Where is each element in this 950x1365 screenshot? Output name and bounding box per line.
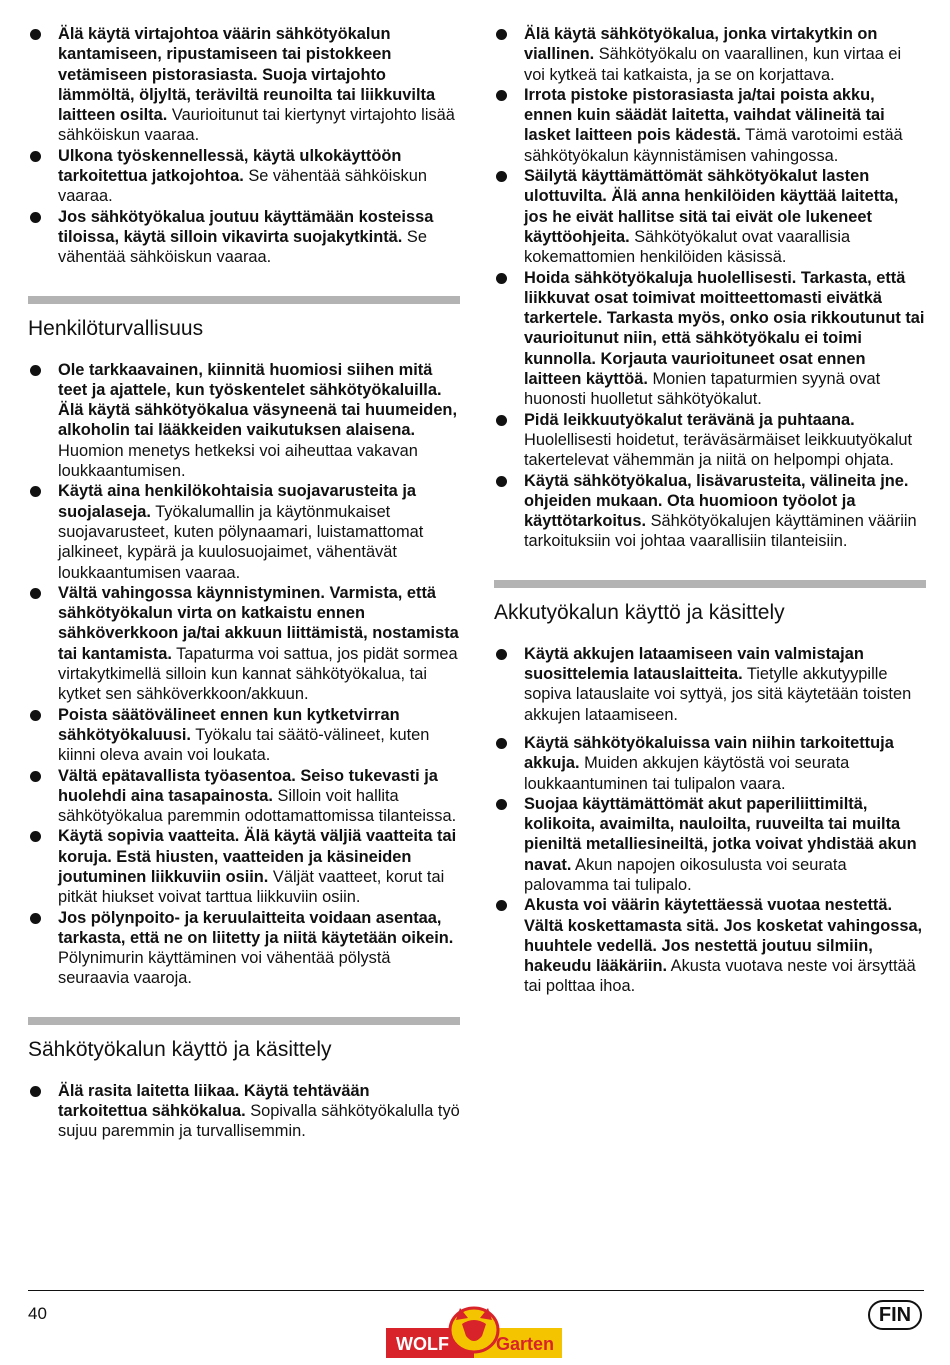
list-item: Älä käytä sähkötyökalua, jonka virtakytkin on viallinen. Sähkötyökalu on vaarallinen, kun virtaa ei voi kytkeä tai katkaista, ja se on korjattava. — [494, 24, 926, 85]
list-item: Älä käytä virtajohtoa väärin sähkötyökalun kantamiseen, ripustamiseen tai pistokkeen vetämiseen pistorasiasta. Suoja virtajohto lämmöltä, öljyltä, teräviltä reunoilta tai liikkuvilta laitteen osilta. Vaurioitunut tai kiertynyt virtajohto lisää sähköiskun vaaraa. — [28, 24, 460, 146]
list-item: Säilytä käyttämättömät sähkötyökalut lasten ulottuvilta. Älä anna henkilöiden käyttää laitetta, jos he eivät hallitse sitä tai eivät ole lukeneet käyttöohjeita. Sähkötyökalut ovat vaarallisia kokemattomien henkilöiden käsissä. — [494, 166, 926, 267]
list-item: Käytä sopivia vaatteita. Älä käytä väljiä vaatteita tai koruja. Estä hiusten, vaatteiden ja käsineiden joutuminen liikkuviin osiin. Väljät vaatteet, korut tai pitkät hiukset voivat tarttua liikkuviin osiin. — [28, 826, 460, 907]
list-item: Suojaa käyttämättömät akut paperiliittimiltä, kolikoita, avaimilta, nauloilta, ruuveilta tai muilta pieniltä metalliesineiltä, jotka voivat yhdistää akun navat. Akun napojen oikosulusta voi seurata palovamma tai tulipalo. — [494, 794, 926, 895]
section-divider — [28, 296, 460, 304]
section-title: Henkilöturvallisuus — [28, 316, 204, 340]
list-item: Käytä sähkötyökaluissa vain niihin tarkoitettuja akkuja. Muiden akkujen käytöstä voi seurata loukkaantuminen tai tulipalon vaara. — [494, 733, 926, 794]
section-title: Akkutyökalun käyttö ja käsittely — [494, 600, 785, 624]
personal-safety-section — [28, 296, 460, 989]
tool-use-list — [28, 1081, 460, 1142]
list-item: Irrota pistoke pistorasiasta ja/tai poista akku, ennen kuin säädät laitetta, vaihdat välineitä tai lasket laitteen pois kädestä. Tämä varotoimi estää sähkötyökalun käynnistämisen vahingossa. — [494, 85, 926, 166]
list-item: Ulkona työskennellessä, käytä ulkokäyttöön tarkoitettua jatkojohtoa. Se vähentää sähköiskun vaaraa. — [28, 146, 460, 207]
list-item: Käytä aina henkilökohtaisia suojavarusteita ja suojalaseja. Työkalumallin ja käytönmukaiset suojavarusteet, kuten pölynaamari, luistamattomat jalkineet, kypärä ja kuulosuojaimet, vähentävät loukkaantumisen vaaraa. — [28, 481, 460, 582]
right-column — [494, 24, 926, 997]
list-item: Vältä vahingossa käynnistyminen. Varmista, että sähkötyökalun virta on katkaistu ennen sähköverkkoon ja/tai akkuun liittämistä, nostamista tai kantamista. Tapaturma voi sattua, jos pidät sormea virtakytkimellä silloin kun kannat sähkötyökalua, tai kytket sen sähköverkkoon/akkuun. — [28, 583, 460, 705]
section-title: Sähkötyökalun käyttö ja käsittely — [28, 1037, 332, 1061]
tool-use-list-continued — [494, 24, 926, 552]
footer-divider — [28, 1290, 924, 1291]
list-item: Käytä akkujen lataamiseen vain valmistajan suosittelemia latauslaitteita. Tietylle akkutyypille sopiva latauslaite voi syttyä, jos sitä käytetään toisten akkujen lataamiseen. — [494, 644, 926, 725]
list-item: Ole tarkkaavainen, kiinnitä huomiosi siihen mitä teet ja ajattele, kun työskentelet sähkötyökaluilla. Älä käytä sähkötyökalua väsyneenä tai huumeiden, alkoholin tai lääkkeiden vaikutuksen alaisena. Huomion menetys hetkeksi voi aiheuttaa vakavan loukkaantumisen. — [28, 360, 460, 482]
list-item: Jos sähkötyökalua joutuu käyttämään kosteissa tiloissa, käytä silloin vikavirta suojakytkintä. Se vähentää sähköiskun vaaraa. — [28, 207, 460, 268]
page-number: 40 — [28, 1304, 47, 1323]
wolf-garten-logo — [386, 1306, 562, 1361]
list-item: Pidä leikkuutyökalut terävänä ja puhtaana. Huolellisesti hoidetut, teräväsärmäiset leikkuutyökalut takertelevat vähemmän ja niitä on helpompi ohjata. — [494, 410, 926, 471]
logo-wolf-text: WOLF — [396, 1334, 449, 1354]
battery-section — [494, 580, 926, 997]
list-item: Käytä sähkötyökalua, lisävarusteita, välineita jne. ohjeiden mukaan. Ota huomioon työolot ja käyttötarkoitus. Sähkötyökalujen käyttäminen vääriin tarkoituksiin voi johtaa vaarallisiin tilanteisiin. — [494, 471, 926, 552]
logo-garten-text: Garten — [496, 1334, 555, 1354]
list-item: Hoida sähkötyökaluja huolellisesti. Tarkasta, että liikkuvat osat toimivat moitteettomasti eivätkä tarkertele. Tarkasta myös, onko osia rikkoutunut tai vaurioitunut niin, että sähkötyökalu ei toimi kunnolla. Korjauta vaurioituneet osat ennen laitteen käyttöä. Monien tapaturmien syynä ovat huonosti huolletut sähkötyökalut. — [494, 268, 926, 410]
list-item: Jos pölynpoito- ja keruulaitteita voidaan asentaa, tarkasta, että ne on liitetty ja niitä käytetään oikein. Pölynimurin käyttäminen voi vähentää pölystä seuraavia vaaroja. — [28, 908, 460, 989]
language-badge: FIN — [868, 1300, 922, 1330]
left-column — [28, 24, 460, 1142]
list-item: Poista säätövälineet ennen kun kytketvirran sähkötyökaluusi. Työkalu tai säätö-välineet, kuten kiinni oleva avain voi loukata. — [28, 705, 460, 766]
section-divider — [28, 1017, 460, 1025]
intro-list — [28, 24, 460, 268]
list-item: Älä rasita laitetta liikaa. Käytä tehtävään tarkoitettua sähkökalua. Sopivalla sähkötyökalulla työ sujuu paremmin ja turvallisemmin. — [28, 1081, 460, 1142]
tool-use-section — [28, 1017, 460, 1142]
list-item: Akusta voi väärin käytettäessä vuotaa nestettä. Vältä koskettamasta sitä. Jos kosketat vahingossa, huuhtele vedellä. Jos nestettä joutuu silmiin, hakeudu lääkäriin. Akusta vuotava neste voi ärsyttää tai polttaa ihoa. — [494, 895, 926, 996]
personal-safety-list — [28, 360, 460, 989]
section-divider — [494, 580, 926, 588]
list-item: Vältä epätavallista työasentoa. Seiso tukevasti ja huolehdi aina tasapainosta. Silloin voit hallita sähkötyökalua paremmin odottamattomissa tilanteissa. — [28, 766, 460, 827]
battery-list — [494, 644, 926, 997]
